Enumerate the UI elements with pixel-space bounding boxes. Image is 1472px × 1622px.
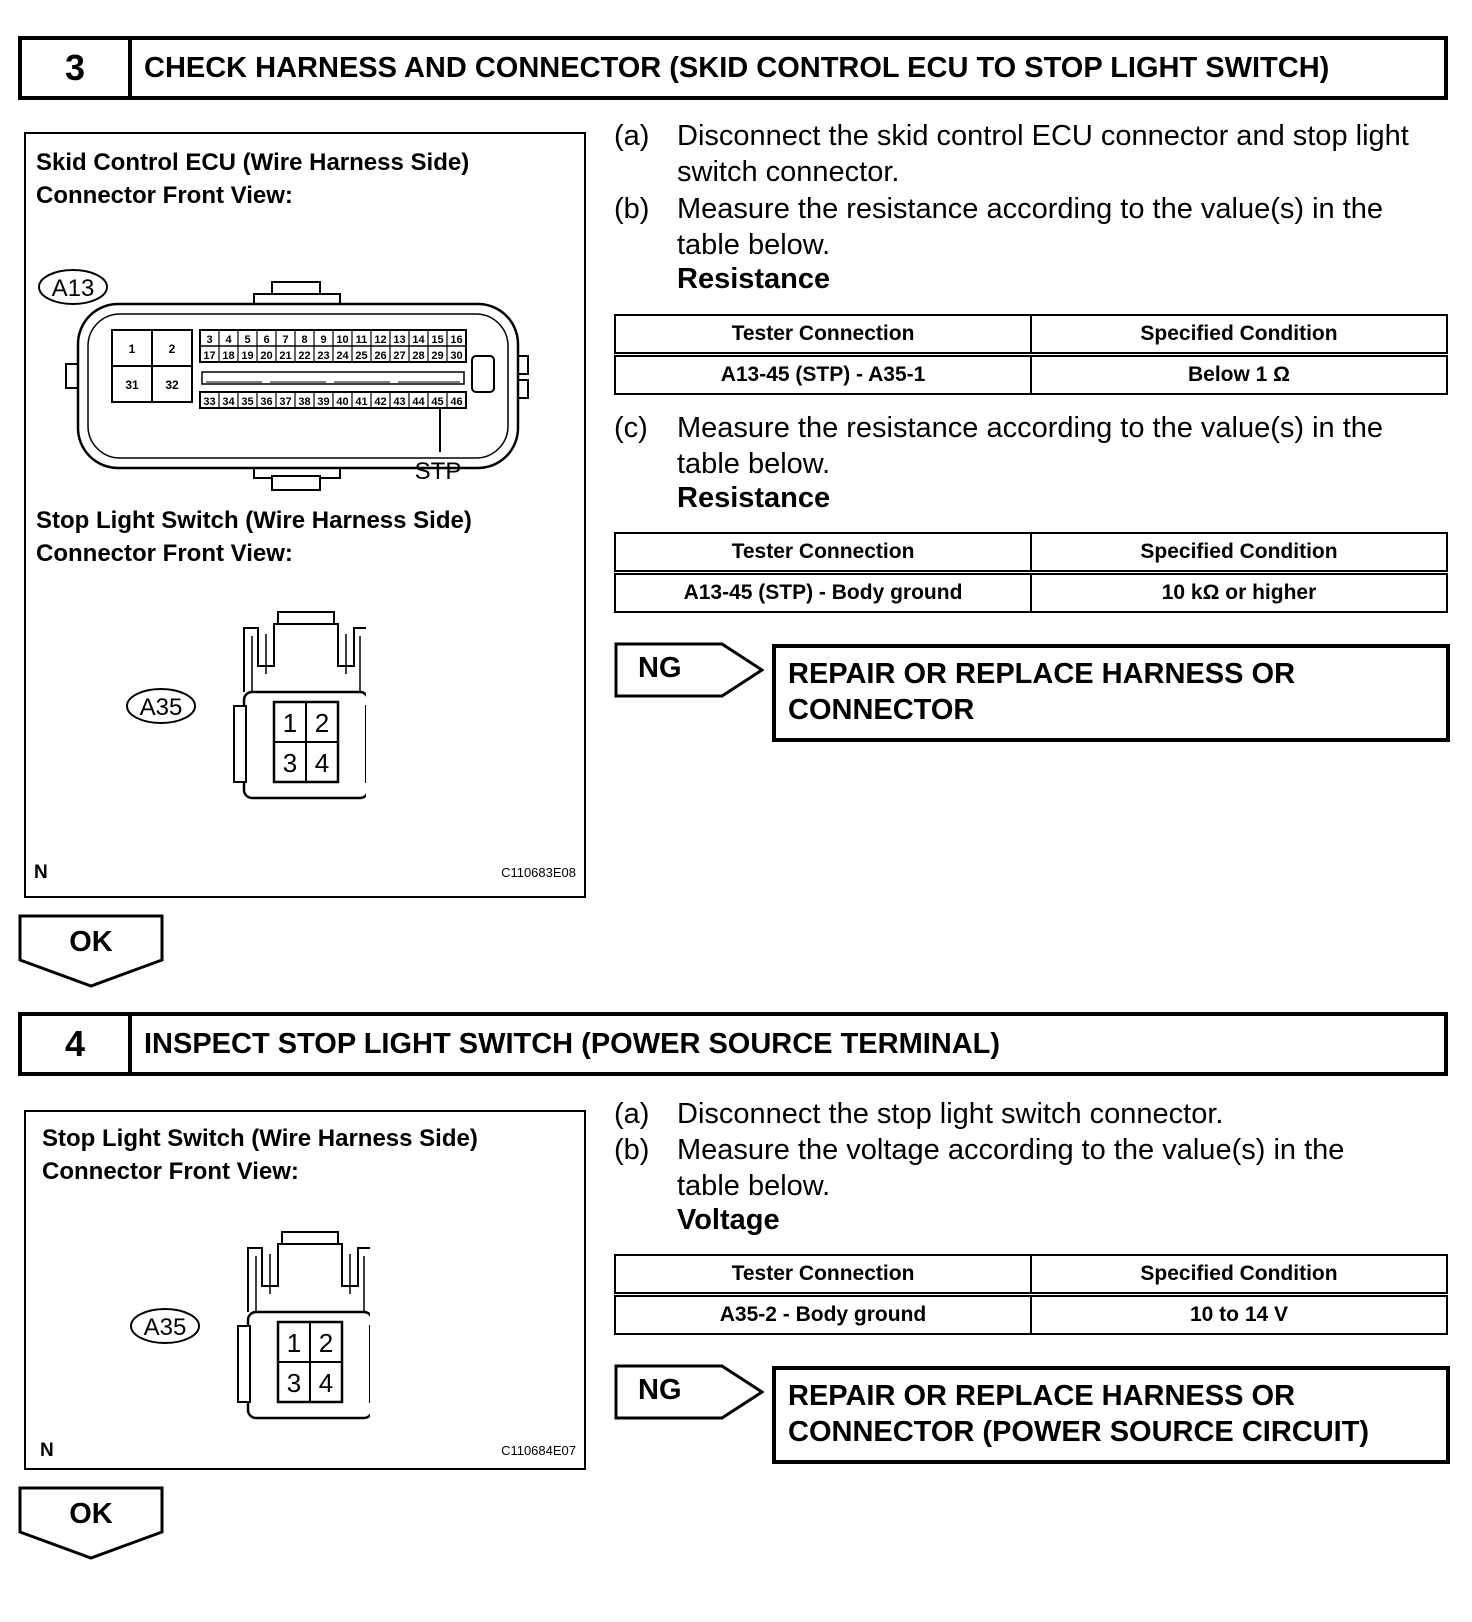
connector-pin: 1 — [286, 1328, 302, 1358]
instruction-text: Measure the voltage according to the value(s) in the — [677, 1134, 1345, 1166]
table-header: Specified Condition — [1031, 533, 1447, 573]
connector-pin: 6 — [263, 334, 270, 346]
connector-pin: 9 — [320, 334, 327, 346]
connector-pin: 5 — [244, 334, 251, 346]
connector-pin: 16 — [450, 334, 463, 346]
instruction-text: switch connector. — [677, 156, 900, 188]
ng-result-text: CONNECTOR (POWER SOURCE CIRCUIT) — [788, 1416, 1370, 1448]
ng-label: NG — [638, 1374, 682, 1406]
connector-pin: 45 — [431, 396, 444, 408]
instruction-letter: (a) — [614, 1098, 650, 1130]
connector-pin: 34 — [222, 396, 235, 408]
ng-label: NG — [638, 652, 682, 684]
table-cell: A13-45 (STP) - A35-1 — [615, 355, 1031, 395]
connector-pin: 44 — [412, 396, 425, 408]
ecu-figure-label: Connector Front View: — [36, 182, 293, 209]
connector-pin: 4 — [314, 748, 330, 778]
ok-label: OK — [69, 1498, 113, 1530]
stop-light-switch-connector-diagram — [116, 604, 366, 804]
instruction-text: table below. — [677, 448, 831, 480]
table-title: Resistance — [677, 263, 831, 295]
instruction-text: table below. — [677, 229, 831, 261]
table-cell: 10 to 14 V — [1031, 1295, 1447, 1335]
switch-figure-label: Stop Light Switch (Wire Harness Side) — [36, 507, 472, 534]
connector-pin: 11 — [355, 334, 368, 346]
connector-pin: 33 — [203, 396, 216, 408]
connector-pin: 40 — [336, 396, 349, 408]
instruction-letter: (a) — [614, 120, 650, 152]
instruction-text: Disconnect the skid control ECU connector and stop light — [677, 120, 1409, 152]
table-cell: 10 kΩ or higher — [1031, 573, 1447, 613]
connector-pin: 12 — [374, 334, 387, 346]
table-cell: A35-2 - Body ground — [615, 1295, 1031, 1335]
connector-id-label: A13 — [51, 275, 95, 302]
ok-arrow — [18, 1486, 164, 1560]
table-header: Tester Connection — [615, 533, 1031, 573]
connector-pin: 1 — [128, 342, 136, 356]
table-title: Voltage — [677, 1204, 780, 1236]
step-3-header — [18, 36, 1448, 100]
step-number: 4 — [22, 1016, 132, 1072]
connector-pin: 13 — [393, 334, 406, 346]
connector-pin: 26 — [374, 350, 387, 362]
table-title: Resistance — [677, 482, 831, 514]
ng-result-box — [772, 1366, 1450, 1464]
connector-pin: 3 — [286, 1368, 302, 1398]
step-number: 3 — [22, 40, 132, 96]
ng-result-text: CONNECTOR — [788, 694, 975, 726]
connector-pin: 24 — [336, 350, 349, 362]
connector-pin: 27 — [393, 350, 406, 362]
instruction-text: Measure the resistance according to the value(s) in the — [677, 193, 1384, 225]
ng-result-box — [772, 644, 1450, 742]
table-header: Tester Connection — [615, 1255, 1031, 1295]
connector-pin: 1 — [282, 708, 298, 738]
connector-pin: 42 — [374, 396, 387, 408]
connector-pin: 2 — [318, 1328, 334, 1358]
table-cell: Below 1 Ω — [1031, 355, 1447, 395]
stp-terminal-label: STP — [414, 458, 462, 485]
connector-figure — [24, 132, 586, 898]
connector-pin: 37 — [279, 396, 292, 408]
connector-pin: 35 — [241, 396, 254, 408]
ng-result-text: REPAIR OR REPLACE HARNESS OR — [788, 1380, 1296, 1412]
table-header: Specified Condition — [1031, 315, 1447, 355]
figure-corner-letter: N — [40, 1440, 54, 1461]
connector-pin: 25 — [355, 350, 368, 362]
connector-figure — [24, 1110, 586, 1470]
ok-arrow — [18, 914, 164, 988]
ecu-figure-label: Skid Control ECU (Wire Harness Side) — [36, 149, 470, 176]
connector-pin: 22 — [298, 350, 311, 362]
connector-pin: 30 — [450, 350, 463, 362]
connector-id-label: A35 — [139, 694, 183, 721]
step3-instruction-c — [614, 410, 1454, 490]
figure-corner-letter: N — [34, 862, 48, 883]
step-4-header — [18, 1012, 1448, 1076]
connector-pin: 23 — [317, 350, 330, 362]
connector-pin: 17 — [203, 350, 216, 362]
ok-label: OK — [69, 926, 113, 958]
figure-code: C110684E07 — [501, 1443, 576, 1458]
stop-light-switch-connector-diagram — [120, 1224, 370, 1424]
connector-pin: 18 — [222, 350, 235, 362]
step-title: INSPECT STOP LIGHT SWITCH (POWER SOURCE TERMINAL) — [144, 1027, 1001, 1060]
connector-pin: 7 — [282, 334, 289, 346]
connector-pin: 43 — [393, 396, 406, 408]
connector-pin: 21 — [279, 350, 292, 362]
connector-pin: 46 — [450, 396, 463, 408]
resistance-table-2 — [614, 532, 1448, 613]
ng-arrow — [614, 1364, 764, 1420]
instruction-letter: (b) — [614, 193, 650, 225]
connector-pin: 38 — [298, 396, 311, 408]
table-header: Specified Condition — [1031, 1255, 1447, 1295]
connector-pin: 36 — [260, 396, 273, 408]
instruction-text: Measure the resistance according to the value(s) in the — [677, 412, 1384, 444]
connector-pin: 2 — [314, 708, 330, 738]
connector-pin: 15 — [431, 334, 444, 346]
switch-figure-label: Stop Light Switch (Wire Harness Side) — [42, 1125, 478, 1152]
instruction-text: Disconnect the stop light switch connector. — [677, 1098, 1224, 1130]
switch-figure-label: Connector Front View: — [42, 1158, 299, 1185]
connector-pin: 31 — [125, 378, 139, 392]
instruction-letter: (c) — [614, 412, 648, 444]
connector-id-label: A35 — [143, 1314, 187, 1341]
step-title: CHECK HARNESS AND CONNECTOR (SKID CONTROL ECU TO STOP LIGHT SWITCH) — [144, 51, 1330, 84]
connector-pin: 19 — [241, 350, 254, 362]
connector-pin: 39 — [317, 396, 330, 408]
table-cell: A13-45 (STP) - Body ground — [615, 573, 1031, 613]
connector-pin: 8 — [301, 334, 308, 346]
connector-pin: 20 — [260, 350, 273, 362]
connector-pin: 32 — [165, 378, 179, 392]
connector-pin: 29 — [431, 350, 444, 362]
connector-pin: 4 — [318, 1368, 334, 1398]
step4-instructions — [614, 1096, 1454, 1216]
switch-figure-label: Connector Front View: — [36, 540, 293, 567]
ng-arrow — [614, 642, 764, 698]
voltage-table — [614, 1254, 1448, 1335]
instruction-letter: (b) — [614, 1134, 650, 1166]
connector-pin: 41 — [355, 396, 368, 408]
ng-result-text: REPAIR OR REPLACE HARNESS OR — [788, 658, 1296, 690]
connector-pin: 14 — [412, 334, 425, 346]
connector-pin: 4 — [225, 334, 232, 346]
figure-code: C110683E08 — [501, 865, 576, 880]
connector-pin: 3 — [206, 334, 213, 346]
connector-pin: 2 — [168, 342, 176, 356]
instruction-text: table below. — [677, 1170, 831, 1202]
table-header: Tester Connection — [615, 315, 1031, 355]
resistance-table-1 — [614, 314, 1448, 395]
connector-pin: 28 — [412, 350, 425, 362]
connector-pin: 3 — [282, 748, 298, 778]
connector-pin: 10 — [336, 334, 349, 346]
